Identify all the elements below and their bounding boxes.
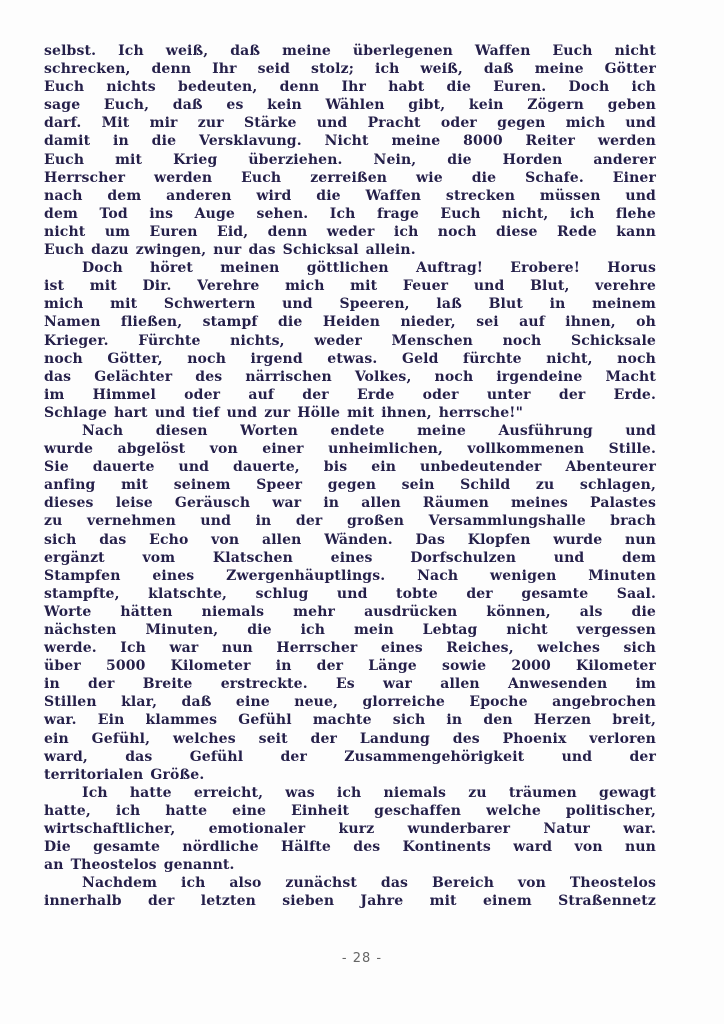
text-line: darf. Mit mir zur Stärke und Pracht oder gegen mich und (44, 115, 656, 132)
text-line: innerhalb der letzten sieben Jahre mit einem Straßennetz (44, 893, 656, 910)
text-line: Euch nichts bedeuten, denn Ihr habt die Euren. Doch ich (44, 79, 656, 96)
text-line: Nach diesen Worten endete meine Ausführung und (82, 422, 656, 439)
page-number: - 28 - (341, 951, 383, 966)
text-line: wurde abgelöst von einer unheimlichen, vollkommenen Stille. (44, 441, 656, 458)
text-line: über 5000 Kilometer in der Länge sowie 2000 Kilometer (44, 658, 656, 675)
text-line: mich mit Schwertern und Speeren, laß Blut in meinem (44, 296, 656, 313)
text-line: in der Breite erstreckte. Es war allen Anwesenden im (44, 676, 656, 693)
text-line: war. Ein klammes Gefühl machte sich in den Herzen breit, (44, 712, 656, 729)
text-line: stampfte, klatschte, schlug und tobte der gesamte Saal. (44, 585, 656, 602)
text-line: nach dem anderen wird die Waffen strecken müssen und (44, 187, 656, 204)
text-line: damit in die Versklavung. Nicht meine 8000 Reiter werden (44, 133, 656, 150)
text-line: an Theostelos genannt. (44, 857, 235, 874)
text-line: dem Tod ins Auge sehen. Ich frage Euch nicht, ich flehe (44, 205, 656, 222)
text-line: im Himmel oder auf der Erde oder unter der Erde. (44, 386, 656, 403)
text-line: Schlage hart und tief und zur Hölle mit ihnen, herrsche!" (44, 404, 524, 421)
text-line: nicht um Euren Eid, denn weder ich noch diese Rede kann (44, 223, 656, 240)
text-line: Herrscher werden Euch zerreißen wie die Schafe. Einer (44, 169, 656, 186)
text-line: hatte, ich hatte eine Einheit geschaffen welche politischer, (44, 802, 656, 819)
text-line: Die gesamte nördliche Hälfte des Kontinents ward von nun (44, 839, 656, 856)
body-text (44, 42, 656, 911)
text-line: Stampfen eines Zwergenhäuptlings. Nach wenigen Minuten (44, 567, 656, 584)
text-line: werde. Ich war nun Herrscher eines Reiches, welches sich (44, 640, 656, 657)
text-line: ward, das Gefühl der Zusammengehörigkeit und der (44, 748, 656, 765)
text-line: wirtschaftlicher, emotionaler kurz wunderbarer Natur war. (44, 821, 656, 838)
text-line: ergänzt vom Klatschen eines Dorfschulzen und dem (44, 549, 656, 566)
text-line: sich das Echo von allen Wänden. Das Klopfen wurde nun (44, 531, 656, 548)
text-line: Sie dauerte und dauerte, bis ein unbedeutender Abenteurer (44, 459, 656, 476)
text-line: schrecken, denn Ihr seid stolz; ich weiß, daß meine Götter (44, 61, 656, 78)
text-line: Euch dazu zwingen, nur das Schicksal allein. (44, 242, 416, 259)
text-line: ist mit Dir. Verehre mich mit Feuer und Blut, verehre (44, 278, 656, 295)
text-line: noch Götter, noch irgend etwas. Geld fürchte nicht, noch (44, 350, 656, 367)
text-line: das Gelächter des närrischen Volkes, noch irgendeine Macht (44, 368, 656, 385)
text-line: Krieger. Fürchte nichts, weder Menschen noch Schicksale (44, 332, 656, 349)
text-line: Worte hätten niemals mehr ausdrücken können, als die (44, 603, 656, 620)
text-line: Euch mit Krieg überziehen. Nein, die Horden anderer (44, 151, 656, 168)
text-line: territorialen Größe. (44, 766, 205, 783)
text-line: Stillen klar, daß eine neue, glorreiche Epoche angebrochen (44, 694, 656, 711)
text-line: nächsten Minuten, die ich mein Lebtag nicht vergessen (44, 622, 656, 638)
text-line: Doch höret meinen göttlichen Auftrag! Erobere! Horus (82, 260, 656, 277)
text-line: sage Euch, daß es kein Wählen gibt, kein Zögern geben (44, 97, 656, 114)
text-line: zu vernehmen und in der großen Versammlungshalle brach (44, 513, 656, 530)
text-line: ein Gefühl, welches seit der Landung des Phoenix verloren (44, 730, 656, 747)
text-line: anfing mit seinem Speer gegen sein Schild zu schlagen, (44, 477, 656, 494)
text-line: Nachdem ich also zunächst das Bereich von Theostelos (82, 875, 656, 892)
text-line: dieses leise Geräusch war in allen Räumen meines Palastes (44, 495, 656, 512)
text-line: Namen fließen, stampf die Heiden nieder, sei auf ihnen, oh (44, 314, 656, 331)
text-line: Ich hatte erreicht, was ich niemals zu träumen gewagt (82, 784, 656, 801)
text-line: selbst. Ich weiß, daß meine überlegenen Waffen Euch nicht (44, 43, 656, 59)
